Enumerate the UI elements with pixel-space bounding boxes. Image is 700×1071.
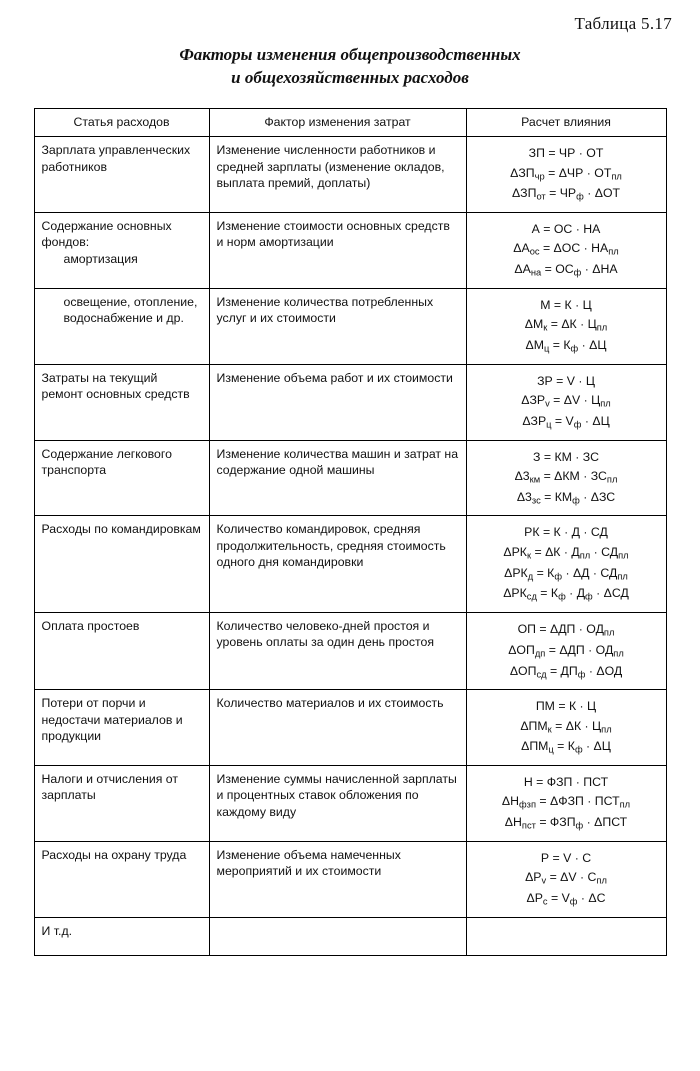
cell-expense-item: Расходы по командировкам <box>34 516 209 613</box>
cell-influence-calc: М = К · Ц $\Delta М_к = \Delta К \cdot Ц_{пл}$ $\Delta М_ц = К_ф \cdot \Delta Ц$ <box>466 288 666 364</box>
cell-change-factor: Количество командировок, средняя продолжительность, средняя стоимость одного дня командировки <box>209 516 466 613</box>
cell-expense-item: освещение, отопление, водоснабжение и др. <box>34 288 209 364</box>
factors-table <box>34 108 667 956</box>
cell-change-factor: Изменение объема работ и их стоимости <box>209 364 466 440</box>
table-row <box>34 440 666 516</box>
cell-expense-item: И т.д. <box>34 917 209 955</box>
table-row <box>34 288 666 364</box>
cell-influence-calc: ОП = $\Delta ДП \cdot ОД_{пл}$ $\Delta ОП_{дп} = \Delta ДП \cdot ОД_{пл}$ $\Delta ОП_{сд} = ДП_ф \cdot \Delta ОД$ <box>466 613 666 690</box>
cell-influence-calc <box>466 917 666 955</box>
table-row <box>34 516 666 613</box>
cell-change-factor <box>209 917 466 955</box>
table-row <box>34 137 666 213</box>
page-title <box>36 44 664 90</box>
table-row <box>34 766 666 842</box>
title-line-2: и общехозяйственных расходов <box>231 67 469 87</box>
table-row <box>34 364 666 440</box>
table-row <box>34 917 666 955</box>
cell-expense-item: Налоги и отчисления от зарплаты <box>34 766 209 842</box>
cell-expense-item: Оплата простоев <box>34 613 209 690</box>
cell-change-factor: Изменение количества потребленных услуг и их стоимости <box>209 288 466 364</box>
cell-change-factor: Количество материалов и их стоимость <box>209 690 466 766</box>
table-body <box>34 137 666 956</box>
cell-change-factor: Изменение суммы начисленной зарплаты и процентных ставок обложения по каждому виду <box>209 766 466 842</box>
column-header-item: Статья расходов <box>34 108 209 136</box>
cell-change-factor: Изменение объема намеченных мероприятий и их стоимости <box>209 841 466 917</box>
cell-influence-calc: Р = V · С $\Delta Р_v = \Delta V \cdot С_{пл}$ $\Delta Р_с = V_ф \cdot \Delta С$ <box>466 841 666 917</box>
cell-change-factor: Изменение численности работников и средней зарплаты (изменение окладов, выплата премий, доплаты) <box>209 137 466 213</box>
table-head <box>34 108 666 136</box>
table-number: Таблица 5.17 <box>574 14 672 33</box>
cell-influence-calc: ЗР = V · Ц $\Delta ЗР_v = \Delta V \cdot Ц_{пл}$ $\Delta ЗР_ц = V_ф \cdot \Delta Ц$ <box>466 364 666 440</box>
table-row <box>34 613 666 690</box>
cell-expense-item: Потери от порчи и недостачи материалов и продукции <box>34 690 209 766</box>
cell-expense-item: Содержание легкового транспорта <box>34 440 209 516</box>
column-header-factor: Фактор изменения затрат <box>209 108 466 136</box>
table-row <box>34 690 666 766</box>
cell-influence-calc: Н = ФЗП · ПСТ $\Delta Н_{фзп} = \Delta ФЗП \cdot ПСТ_{пл}$ $\Delta Н_{пст} = ФЗП_ф \cdot \Delta ПСТ$ <box>466 766 666 842</box>
table-row <box>34 213 666 289</box>
cell-change-factor: Количество человеко-дней простоя и уровень оплаты за один день простоя <box>209 613 466 690</box>
cell-influence-calc: З = КМ · ЗС $\Delta 3_{км} = \Delta КМ \cdot ЗС_{пл}$ $\Delta 3_{зс} = КМ_ф \cdot \Delta ЗС$ <box>466 440 666 516</box>
cell-expense-item: Содержание основных фондов: амортизация <box>34 213 209 289</box>
cell-change-factor: Изменение стоимости основных средств и норм амортизации <box>209 213 466 289</box>
cell-influence-calc: А = ОС · НА $\Delta А_{ос} = \Delta ОС \cdot НА_{пл}$ $\Delta А_{на} = ОС_ф \cdot \Delta НА$ <box>466 213 666 289</box>
cell-influence-calc: ЗП = ЧР · ОТ $\Delta ЗП_{чр} = \Delta ЧР \cdot ОТ_{пл}$ $\Delta ЗП_{от} = ЧР_ф \cdot \Delta ОТ$ <box>466 137 666 213</box>
table-header-row <box>34 108 666 136</box>
title-line-1: Факторы изменения общепроизводственных <box>179 45 521 64</box>
column-header-calc: Расчет влияния <box>466 108 666 136</box>
cell-change-factor: Изменение количества машин и затрат на содержание одной машины <box>209 440 466 516</box>
table-row <box>34 841 666 917</box>
cell-influence-calc: ПМ = К · Ц $\Delta ПМ_к = \Delta К \cdot Ц_{пл}$ $\Delta ПМ_ц = К_ф \cdot \Delta Ц$ <box>466 690 666 766</box>
cell-influence-calc: РК = К · Д · СД $\Delta РК_к = \Delta К \cdot Д_{пл} \cdot СД_{пл}$ $\Delta РК_д = К_ф \cdot \Delta Д \cdot СД_{пл}$ $\Delta РК_{сд} = К_ф \cdot Д_ф \cdot \Delta СД$ <box>466 516 666 613</box>
cell-expense-item: Зарплата управленческих работников <box>34 137 209 213</box>
cell-expense-item: Затраты на текущий ремонт основных средств <box>34 364 209 440</box>
cell-expense-item: Расходы на охрану труда <box>34 841 209 917</box>
